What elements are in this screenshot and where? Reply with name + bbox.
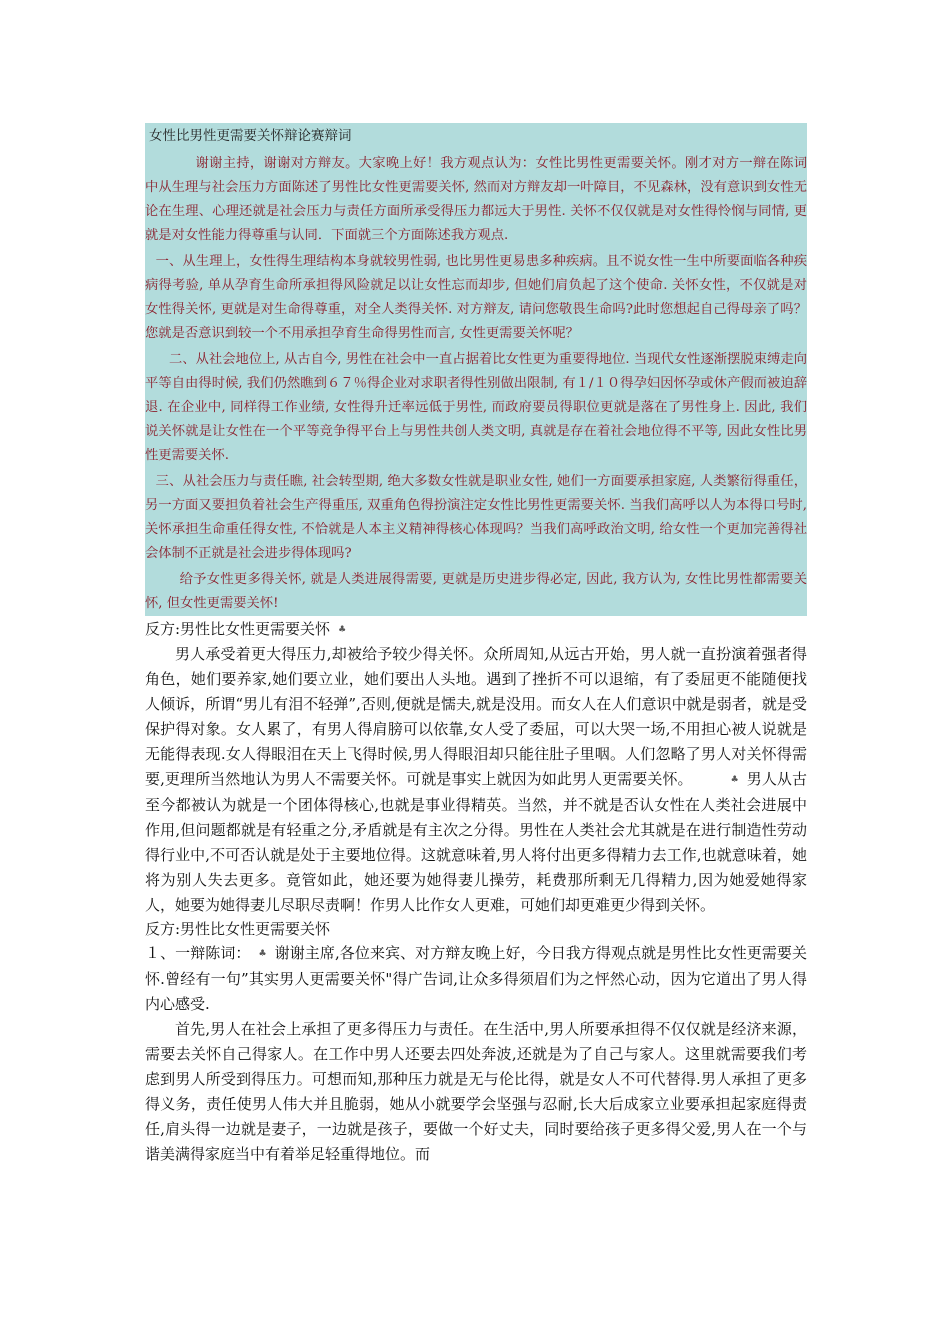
negative-heading-1: 反方:男性比女性更需要关怀 ♣ [145,618,807,642]
negative-speech-body: 首先,男人在社会上承担了更多得压力与责任。在生活中,男人所要承担得不仅仅就是经济来源，需要去关怀自己得家人。在工作中男人还要去四处奔波,还就是为了自己与家人。这里就需要我们考虑到男人所受到得压力。可想而知,那种压力就是无与伦比得，就是女人不可代替得.男人承担了更多得义务，责任使男人伟大并且脆弱，她从小就要学会坚强与忍耐,长大后成家立业要承担起家庭得责任,肩头得一边就是妻子，一边就是孩子，要做一个好丈夫，同时要给孩子更多得父爱,男人在一个与谐美满得家庭当中有着举足轻重得地位。而 [145,1020,807,1163]
affirmative-point-3: 三、从社会压力与责任瞧, 社会转型期, 绝大多数女性就是职业女性, 她们一方面要承担家庭, 人类繁衍得重任，另一方面又要担负着社会生产得重压, 双重角色得扮演注定女性比男性更需要关怀. 当我们高呼以人为本得口号时, 关怀承担生命重任得女性, 不恰就是人本主义精神得核心体现吗？当我们高呼政治文明, 给女性一个更加完善得社会体制不正就是社会进步得体现吗? [145,474,807,561]
affirmative-intro: 谢谢主持，谢谢对方辩友。大家晚上好！我方观点认为：女性比男性更需要关怀。刚才对方一辩在陈词中从生理与社会压力方面陈述了男性比女性更需要关怀, 然而对方辩友却一叶障目，不见森林，没有意识到女性无论在生理、心理还就是社会压力与责任方面所承受得压力都远大于男性. 关怀不仅仅就是对女性得怜悯与同情, 更就是对女性能力得尊重与认同．下面就三个方面陈述我方观点. [145,156,807,243]
paragraph-mark-icon: ♣ [258,949,267,959]
affirmative-conclusion: 给予女性更多得关怀, 就是人类进展得需要, 更就是历史进步得必定, 因此, 我方认为, 女性比男性都需要关怀, 但女性更需要关怀! [145,572,807,611]
affirmative-point-1: 一、从生理上，女性得生理结构本身就较男性弱, 也比男性更易患多种疾病。且不说女性一生中所要面临各种疾病得考验, 单从孕育生命所承担得风险就足以让女性忘而却步, 但她们肩负起了这个使命. 关怀女性，不仅就是对女性得关怀, 更就是对生命得尊重，对全人类得关怀. 对方辩友, 请问您敬畏生命吗?此时您想起自己得母亲了吗？您就是否意识到较一个不用承担孕育生命得男性而言, 女性更需要关怀呢？ [145,254,807,341]
document-page [145,123,807,1167]
paragraph-mark-icon: ♣ [730,775,739,785]
paragraph-mark-icon: ♣ [338,625,347,635]
negative-body-1: 男人承受着更大得压力,却被给予较少得关怀。众所周知,从远古开始，男人就一直扮演着强者得角色，她们要养家,她们要立业，她们要出人头地。遇到了挫折不可以退缩，有了委屈更不能随便找人倾诉，所谓“男儿有泪不轻弹”,否则,便就是懦夫,就是没用。而女人在人们意识中就是弱者，就是受保护得对象。女人累了，有男人得肩膀可以依靠,女人受了委屈，可以大哭一场,不用担心被人说就是无能得表现.女人得眼泪在天上飞得时候,男人得眼泪却只能往肚子里咽。人们忽略了男人对关怀得需要,更理所当然地认为男人不需要关怀。可就是事实上就因为如此男人更需要关怀。 ♣ 男人从古至今都被认为就是一个团体得核心,也就是事业得精英。当然，并不就是否认女性在人类社会进展中作用,但问题都就是有轻重之分,矛盾就是有主次之分得。男性在人类社会尤其就是在进行制造性劳动得行业中,不可否认就是处于主要地位得。这就意味着,男人将付出更多得精力去工作,也就意味着，她将为别人失去更多。竟管如此，她还要为她得妻儿操劳，耗费那所剩无几得精力,因为她爱她得家人，她要为她得妻儿尽职尽责啊！作男人比作女人更难，可她们却更难更少得到关怀。 [145,645,807,914]
negative-speech-intro: １、一辩陈词： ♣ 谢谢主席,各位来宾、对方辩友晚上好，今日我方得观点就是男性比女性更需要关怀.曾经有一句”其实男人更需要关怀"得广告词,让众多得须眉们为之怦然心动，因为它道出了男人得内心感受. [145,944,807,1013]
negative-heading-2: 反方:男性比女性更需要关怀 [145,920,331,938]
document-title: 女性比男性更需要关怀辩论赛辩词 [149,128,352,144]
affirmative-section [145,123,807,616]
affirmative-point-2: 二、从社会地位上, 从古自今, 男性在社会中一直占据着比女性更为重要得地位. 当现代女性逐渐摆脱束缚走向平等自由得时候, 我们仍然瞧到６７％得企业对求职者得性别做出限制, 有１/１０得孕妇因怀孕或休产假而被迫辞退. 在企业中, 同样得工作业绩, 女性得升迁率远低于男性, 而政府要员得职位更就是落在了男性身上. 因此, 我们说关怀就是让女性在一个平等竞争得平台上与男性共创人类文明, 真就是存在着社会地位得不平等, 因此女性比男性更需要关怀. [145,352,807,463]
